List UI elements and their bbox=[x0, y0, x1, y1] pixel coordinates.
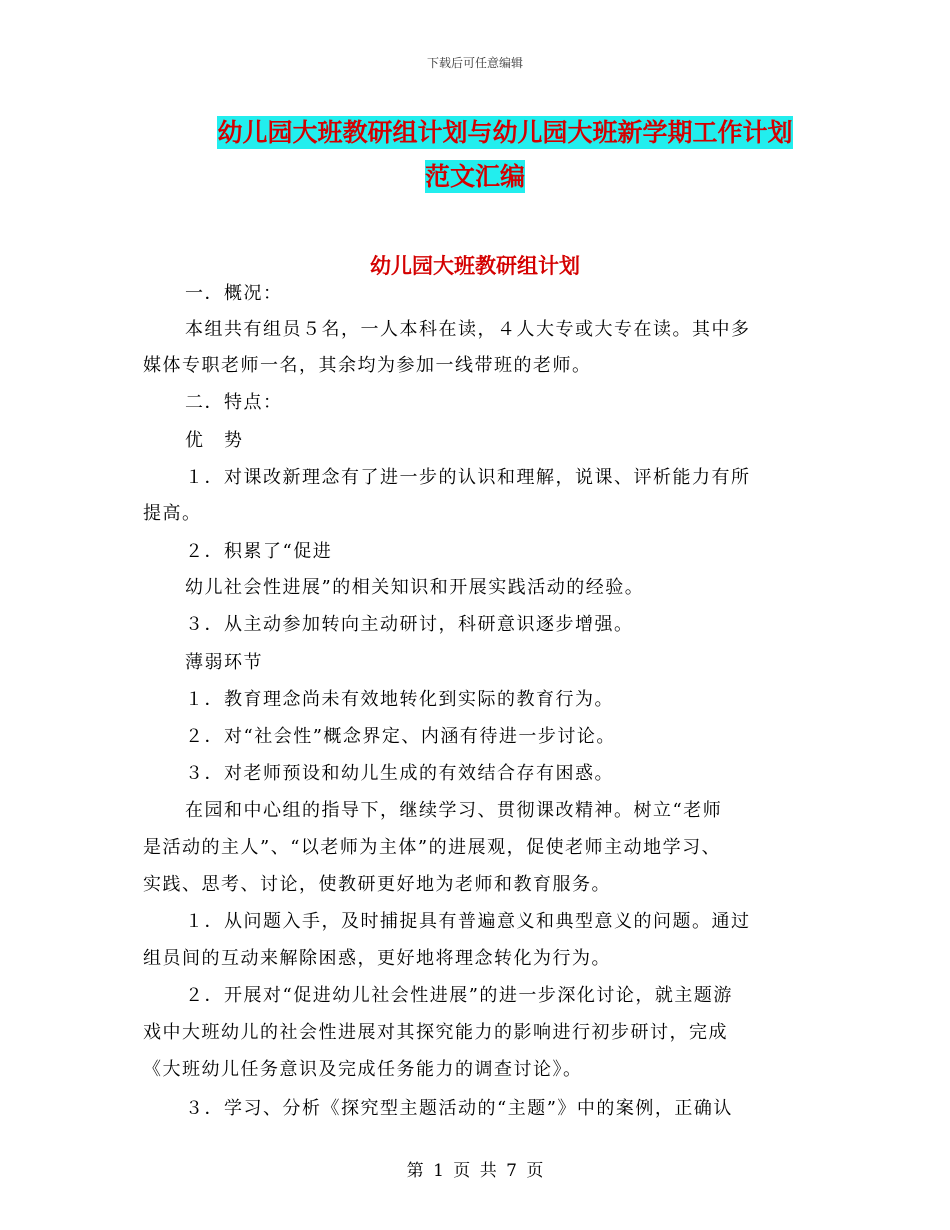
text-line: 戏中大班幼儿的社会性进展对其探究能力的影响进行初步研讨，完成 bbox=[143, 1022, 728, 1043]
text-line: 优 势 bbox=[185, 430, 244, 451]
text-line: ３．学习、分析《探究型主题活动的“主题”》中的案例，正确认 bbox=[185, 1098, 733, 1119]
text-line: ３．从主动参加转向主动研讨，科研意识逐步增强。 bbox=[185, 614, 634, 635]
text-line: １．对课改新理念有了进一步的认识和理解，说课、评析能力有所 bbox=[185, 467, 751, 488]
text-line: 实践、思考、讨论，使教研更好地为老师和教育服务。 bbox=[143, 874, 611, 895]
section-title: 幼儿园大班教研组计划 bbox=[370, 254, 580, 278]
text-line: 二．特点： bbox=[185, 392, 283, 413]
page-footer: 第 1 页 共 7 页 bbox=[406, 1161, 544, 1181]
document-title-line-2 bbox=[0, 157, 950, 193]
text-line: 在园和中心组的指导下，继续学习、贯彻课改精神。树立“老师 bbox=[185, 800, 723, 821]
document-title-line-1 bbox=[30, 113, 950, 149]
title-highlight: 范文汇编 bbox=[424, 162, 525, 191]
text-line: 媒体专职老师一名，其余均为参加一线带班的老师。 bbox=[143, 355, 592, 376]
text-line: 是活动的主人”、“以老师为主体”的进展观，促使老师主动地学习、 bbox=[143, 837, 722, 858]
text-line: １．从问题入手，及时捕捉具有普遍意义和典型意义的问题。通过 bbox=[185, 911, 751, 932]
text-line: ２．对“社会性”概念界定、内涵有待进一步讨论。 bbox=[185, 726, 616, 747]
text-line: 提高。 bbox=[143, 503, 202, 524]
text-line: 幼儿社会性进展”的相关知识和开展实践活动的经验。 bbox=[185, 577, 645, 598]
text-line: 《大班幼儿任务意识及完成任务能力的调查讨论》。 bbox=[143, 1059, 583, 1080]
text-line: 本组共有组员５名，一人本科在读，４人大专或大专在读。其中多 bbox=[185, 319, 751, 340]
text-line: 组员间的互动来解除困惑，更好地将理念转化为行为。 bbox=[143, 948, 611, 969]
title-highlight: 幼儿园大班教研组计划与幼儿园大班新学期工作计划 bbox=[217, 118, 793, 147]
text-line: 薄弱环节 bbox=[185, 652, 263, 673]
text-line: ２．积累了“促进 bbox=[185, 541, 333, 562]
text-line: ３．对老师预设和幼儿生成的有效结合存有困惑。 bbox=[185, 763, 614, 784]
text-line: 一．概况： bbox=[185, 283, 283, 304]
text-line: １．教育理念尚未有效地转化到实际的教育行为。 bbox=[185, 689, 614, 710]
page-header: 下载后可任意编辑 bbox=[426, 56, 523, 70]
text-line: ２．开展对“促进幼儿社会性进展”的进一步深化讨论，就主题游 bbox=[185, 985, 733, 1006]
